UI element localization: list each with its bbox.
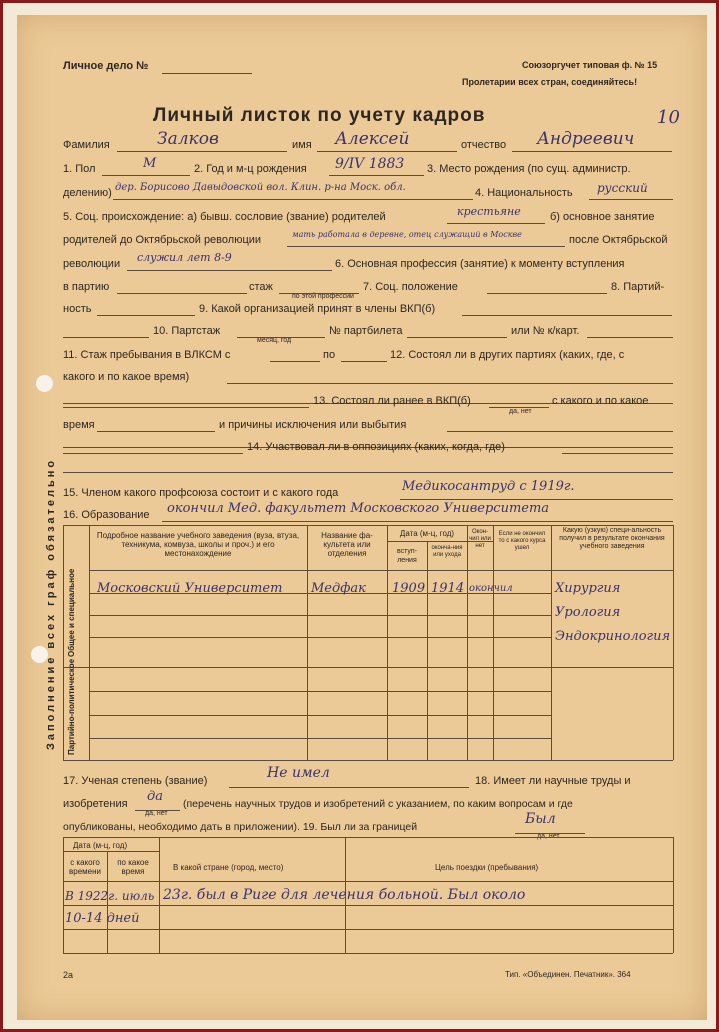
page-title: Личный листок по учету кадров: [153, 105, 486, 126]
abroad-header-dates: Дата (м-ц, год): [73, 841, 128, 850]
birthplace-value: дер. Борисово Давыдовской вол. Клин. р-на Моск. обл.: [115, 182, 406, 193]
komsomol-to-label: по: [323, 349, 336, 361]
page-number: 10: [657, 107, 680, 128]
edu-row-name: Московский Университет: [97, 581, 283, 596]
degree-label: 17. Ученая степень (звание): [63, 775, 208, 787]
prior-party-label: 13. Состоял ли ранее в ВКП(б): [313, 395, 471, 407]
works-note: (перечень научных трудов и изобретений с указанием, по каким вопросам и где: [183, 798, 573, 810]
education-value: окончил Мед. факультет Московского Университета: [167, 501, 550, 516]
abroad-header-purpose: Цель поездки (пребывания): [435, 863, 539, 872]
document-paper: [17, 15, 707, 1020]
side-note: Заполнение всех граф обязательно: [45, 457, 57, 750]
parents-occupation-label: б) основное занятие: [550, 211, 655, 223]
degree-value: Не имел: [267, 765, 330, 781]
edu-row-entry: 1909: [392, 581, 426, 596]
birth-value: 9/IV 1883: [335, 156, 405, 172]
edu-specialty-2: Урология: [555, 605, 621, 620]
works-value: да: [147, 789, 163, 804]
personal-file-line: [162, 73, 252, 74]
edu-row-finished: окончил: [469, 583, 513, 594]
edu-section-party: Партийно-политическое: [67, 658, 76, 755]
edu-header-name: Подробное название учебного заведения (вуза, втуза, техникума, комвуза, школы и проч.) и его местонахождение: [96, 531, 300, 558]
edu-specialty-1: Хирургия: [555, 581, 621, 596]
edu-header-faculty: Название фа-культета или отделения: [321, 531, 373, 558]
edu-header-finished: Окон-чил или нет: [469, 529, 491, 549]
surname-label: Фамилия: [63, 139, 110, 151]
abroad-row-to: 10-14 дней: [65, 911, 140, 926]
education-label: 16. Образование: [63, 509, 150, 521]
party-membership-label-cont: ность: [63, 303, 92, 315]
party-tenure-label: 10. Партстаж: [153, 325, 221, 337]
birth-label: 2. Год и м-ц рождения: [194, 163, 307, 175]
edu-header-course: Если не окончил то с какого курса ушел: [498, 531, 546, 551]
estate-value: крестьяне: [457, 205, 521, 218]
parents-before-label: родителей до Октябрьской революции: [63, 234, 262, 246]
footer-right: Тип. «Объединен. Печатник». 364: [505, 970, 631, 979]
admission-label: 9. Какой организацией принят в члены ВКП(б): [199, 303, 436, 315]
komsomol-label: 11. Стаж пребывания в ВЛКСМ с: [63, 349, 231, 361]
form-code: Союзоргучет типовая ф. № 15: [522, 60, 658, 70]
parents-before-value: мать работала в деревне, отец служащий в Москве: [292, 230, 522, 239]
patronymic-value: Андреевич: [537, 129, 635, 149]
other-parties-label-cont: какого и по какое время): [63, 371, 190, 383]
edu-row-exit: 1914: [431, 581, 465, 596]
origin-label: 5. Соц. происхождение: а) бывш. сословие (звание) родителей: [63, 211, 386, 223]
nationality-label: 4. Национальность: [475, 187, 573, 199]
personal-file-label: Личное дело №: [63, 60, 149, 72]
name-value: Алексей: [335, 129, 410, 149]
other-parties-label: 12. Состоял ли в других партиях (каких, где, с: [390, 349, 625, 361]
surname-value: Залков: [157, 129, 219, 149]
name-label: имя: [292, 139, 312, 151]
abroad-header-to: по какое время: [117, 858, 149, 876]
nationality-value: русский: [597, 181, 648, 195]
works-label: 18. Имеет ли научные труды и: [475, 775, 631, 787]
party-tenure-sublabel: месяц, год: [257, 337, 292, 344]
edu-specialty-3: Эндокринология: [555, 629, 671, 644]
edu-header-specialty: Какую (узкую) специ-альность получил в результате окончания учебного заведения: [559, 527, 665, 550]
profession-label: 6. Основная профессия (занятие) к моменту вступления: [335, 258, 625, 270]
abroad-value: Был: [525, 811, 556, 827]
edu-section-general: Общее и специальное: [67, 568, 76, 657]
birthplace-label: 3. Место рождения (по сущ. администр.: [427, 163, 631, 175]
parents-after-label: после Октябрьской: [569, 234, 668, 246]
social-status-label: 7. Соц. положение: [363, 281, 458, 293]
abroad-header-from: с какого времени: [69, 858, 101, 876]
opposition-label: 14. Участвовал ли в оппозициях (каких, когда, где): [247, 441, 505, 453]
edu-row-faculty: Медфак: [311, 581, 366, 596]
edu-header-exit: оконча-ния или ухода: [431, 545, 463, 558]
punch-hole-top: [36, 375, 53, 392]
abroad-sublabel: да, нет: [537, 833, 560, 840]
prior-party-period-label: с какого и по какое: [552, 395, 649, 407]
sex-label: 1. Пол: [63, 163, 96, 175]
revolution-label: революции: [63, 258, 121, 270]
parents-after-value: служил лет 8-9: [137, 251, 232, 264]
sex-value: М: [143, 156, 157, 171]
slogan: Пролетарии всех стран, соединяйтесь!: [462, 77, 638, 87]
footer-left: 2а: [63, 970, 74, 980]
period-label: время: [63, 419, 95, 431]
edu-header-entry: вступ-ления: [396, 548, 418, 564]
party-card-label: № партбилета: [329, 325, 403, 337]
prior-party-sublabel: да, нет: [509, 408, 532, 415]
abroad-row-text: 23г. был в Риге для лечения больной. Был около: [163, 887, 526, 903]
exclusion-reason-label: и причины исключения или выбытия: [219, 419, 407, 431]
works-sublabel: да, нет: [145, 810, 168, 817]
edu-header-dates: Дата (м-ц, год): [399, 529, 455, 538]
party-entry-label: в партию: [63, 281, 110, 293]
abroad-row-from: В 1922г. июль: [65, 889, 155, 903]
party-membership-label: 8. Партий-: [611, 281, 665, 293]
birthplace-label-cont: делению): [63, 187, 112, 199]
experience-sublabel: по этой профессии: [292, 293, 354, 300]
abroad-label: опубликованы, необходимо дать в приложении). 19. Был ли за границей: [63, 821, 418, 833]
inventions-label: изобретения: [63, 798, 128, 810]
experience-label: стаж: [249, 281, 273, 293]
abroad-header-country: В какой стране (город, место): [173, 863, 284, 872]
patronymic-label: отчество: [461, 139, 507, 151]
union-value: Медикосантруд с 1919г.: [402, 479, 575, 494]
union-label: 15. Членом какого профсоюза состоит и с какого года: [63, 487, 339, 499]
candidate-card-label: или № к/карт.: [511, 325, 580, 337]
